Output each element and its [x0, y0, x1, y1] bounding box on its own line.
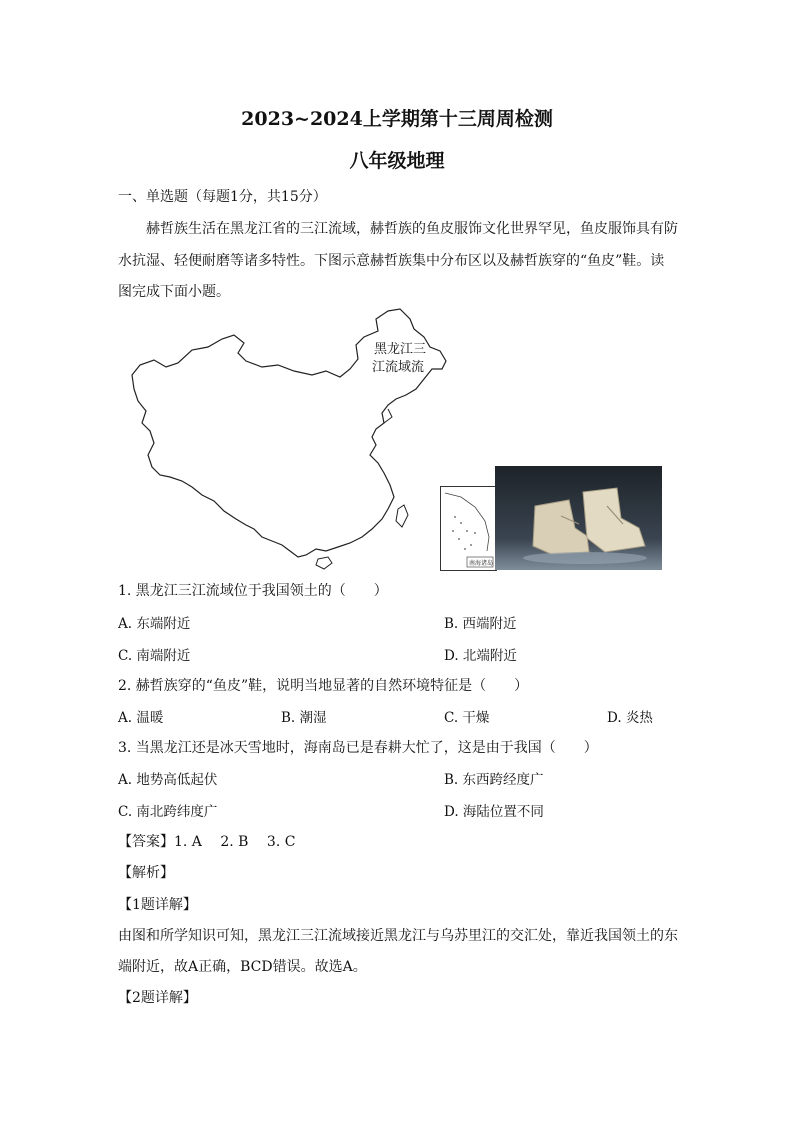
detail-2-heading: 【2题详解】 [118, 990, 197, 1006]
inset-label: 南海诸岛 [469, 560, 494, 567]
detail-1-line-2: 端附近，故A正确，BCD错误。故选A。 [118, 959, 367, 975]
question-2-option-b: B. 潮湿 [281, 710, 327, 726]
question-1-option-b: B. 西端附近 [444, 616, 517, 632]
question-1-option-d: D. 北端附近 [444, 648, 517, 664]
coastline-detail [384, 409, 392, 423]
analysis-heading: 【解析】 [118, 865, 174, 881]
map-label-line-2: 江流域流 [372, 360, 425, 375]
taiwan-island [396, 505, 408, 527]
page-subtitle: 八年级地理 [349, 150, 445, 172]
hainan-island [316, 557, 332, 569]
question-1-option-a: A. 东端附近 [118, 616, 191, 632]
china-map [126, 305, 451, 575]
detail-1-heading: 【1题详解】 [118, 897, 197, 913]
passage-line-3: 图完成下面小题。 [118, 284, 230, 300]
passage-line-1: 赫哲族生活在黑龙江省的三江流域，赫哲族的鱼皮服饰文化世界罕见，鱼皮服饰具有防 [146, 221, 678, 237]
question-3-option-c: C. 南北跨纬度广 [118, 804, 218, 820]
question-2-option-c: C. 干燥 [444, 710, 490, 726]
question-1-stem: 1. 黑龙江三江流域位于我国领土的（ ） [118, 583, 388, 599]
question-3-stem: 3. 当黑龙江还是冰天雪地时，海南岛已是春耕大忙了，这是由于我国（ ） [118, 740, 598, 756]
question-2-option-a: A. 温暖 [118, 710, 164, 726]
south-china-sea-inset [440, 486, 497, 571]
section-heading: 一、单选题（每题1分，共15分） [118, 189, 327, 205]
fish-skin-boots-photo [495, 466, 662, 570]
answer-key: 【答案】1. A 2. B 3. C [118, 834, 296, 850]
question-2-stem: 2. 赫哲族穿的“鱼皮”鞋，说明当地显著的自然环境特征是（ ） [118, 678, 529, 694]
page-title: 2023~2024上学期第十三周周检测 [241, 108, 553, 130]
question-3-option-b: B. 东西跨经度广 [444, 772, 544, 788]
question-1-option-c: C. 南端附近 [118, 648, 191, 664]
question-2-option-d: D. 炎热 [607, 710, 653, 726]
question-3-option-d: D. 海陆位置不同 [444, 804, 544, 820]
question-3-option-a: A. 地势高低起伏 [118, 772, 218, 788]
detail-1-line-1: 由图和所学知识可知，黑龙江三江流域接近黑龙江与乌苏里江的交汇处，靠近我国领土的东 [118, 928, 678, 944]
map-label-line-1: 黑龙江三 [374, 342, 427, 357]
passage-line-2: 水抗湿、轻便耐磨等诸多特性。下图示意赫哲族集中分布区以及赫哲族穿的“鱼皮”鞋。读 [118, 253, 665, 269]
